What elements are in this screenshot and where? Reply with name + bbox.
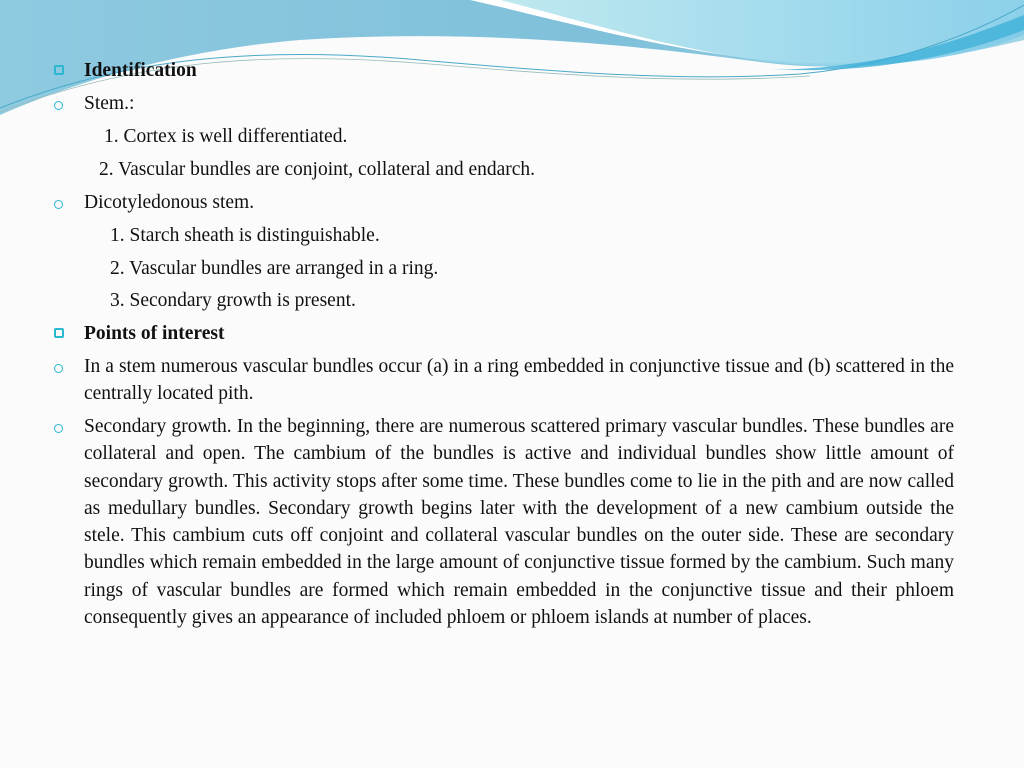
point-paragraph: Secondary growth. In the beginning, there are numerous scattered primary vascular bundles. These bundles are collateral and open. The cambium of the bundles is active and individual bundles show little amount of secondary growth. This activity stops after some time. These bundles come to lie in the pith and are now called as medullary bundles. Secondary growth begins later with the development of a new cambium outside the stele. This cambium cuts off conjoint and collateral vascular bundles on the outer side. These are secondary bundles which remain embedded in the large amount of conjunctive tissue formed by the cambium. Such many rings of vascular bundles are formed which remain embedded in the conjunctive tissue and their phloem consequently gives an appearance of included phloem or phloem islands at number of places. xyxy=(84,416,954,629)
stem-item: 1. Cortex is well differentiated. xyxy=(104,126,348,147)
dicot-item: 2. Vascular bundles are arranged in a ring. xyxy=(110,258,439,279)
circle-bullet-icon xyxy=(54,424,63,433)
dicot-item: 1. Starch sheath is distinguishable. xyxy=(110,225,380,246)
circle-bullet-icon xyxy=(54,364,63,373)
heading-points-of-interest: Points of interest xyxy=(84,323,225,344)
circle-bullet-icon xyxy=(54,101,63,110)
dicot-label: Dicotyledonous stem. xyxy=(84,192,255,213)
stem-label: Stem.: xyxy=(84,93,135,114)
heading-identification: Identification xyxy=(84,60,197,81)
square-bullet-icon xyxy=(54,65,64,75)
dicot-item: 3. Secondary growth is present. xyxy=(110,290,356,311)
square-bullet-icon xyxy=(54,328,64,338)
circle-bullet-icon xyxy=(54,200,63,209)
point-paragraph: In a stem numerous vascular bundles occur (a) in a ring embedded in conjunctive tissue and (b) scattered in the centrally located pith. xyxy=(84,356,954,405)
stem-item: 2. Vascular bundles are conjoint, collateral and endarch. xyxy=(99,159,536,180)
